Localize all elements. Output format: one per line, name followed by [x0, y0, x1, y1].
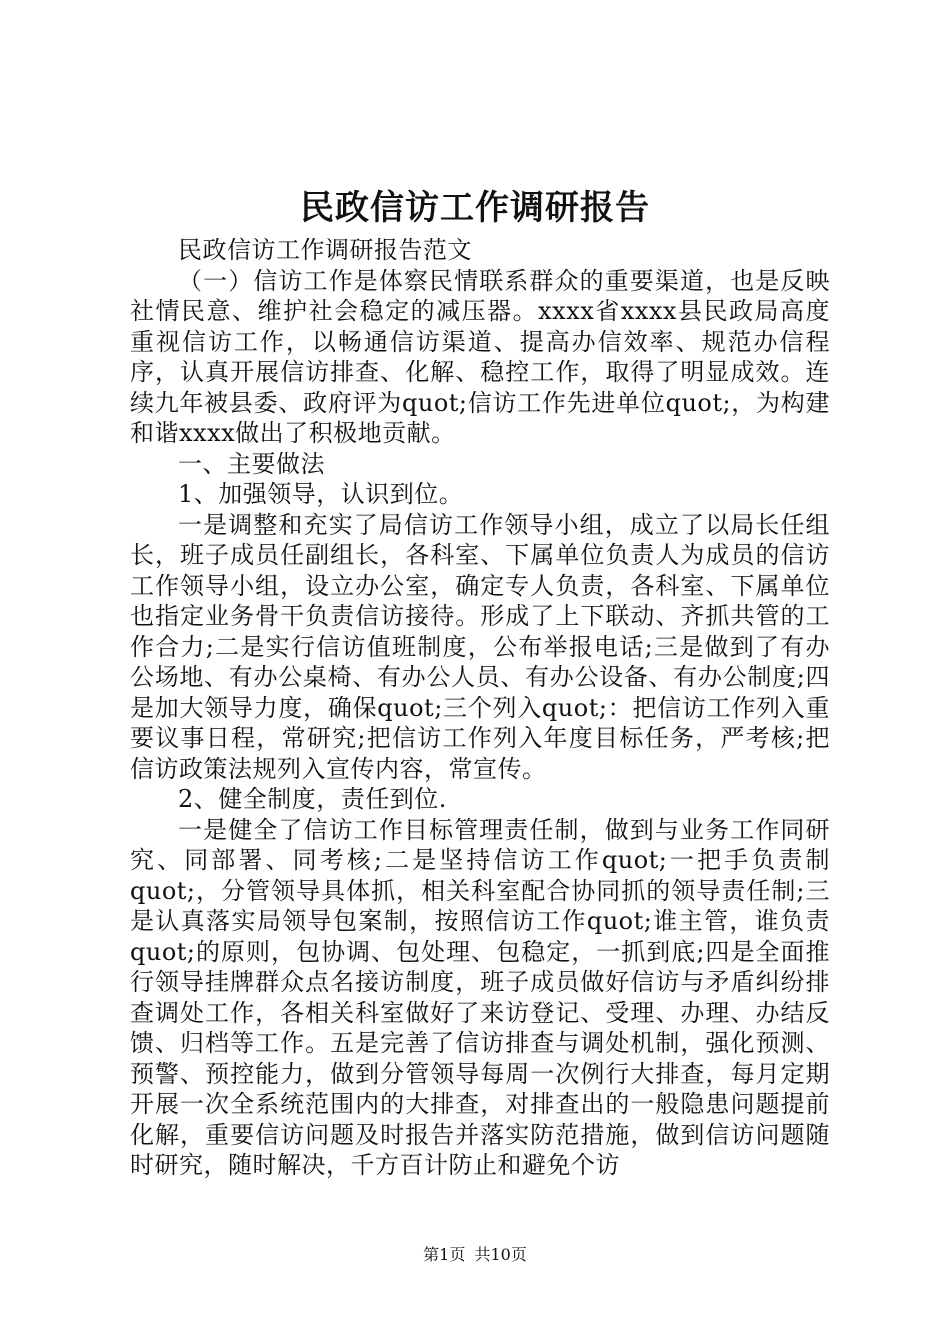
paragraph-system: 一是健全了信访工作目标管理责任制，做到与业务工作同研究、同部署、同考核;二是坚持信访工作quot;一把手负责制quot;，分管领导具体抓，相关科室配合协同抓的领导责任制;三是认真落实局领导包案制，按照信访工作quot;谁主管，谁负责quot;的原则，包协调、包处理、包稳定，一抓到底;四是全面推行领导挂牌群众点名接访制度，班子成员做好信访与矛盾纠纷排查调处工作，各相关科室做好了来访登记、受理、办理、办结反馈、归档等工作。五是完善了信访排查与调处机制，强化预测、预警、预控能力，做到分管领导每周一次例行大排查，每月定期开展一次全系统范围内的大排查，对排查出的一般隐患问题提前化解，重要信访问题及时报告并落实防范措施，做到信访问题随时研究，随时解决，千方百计防止和避免个访 [130, 815, 830, 1179]
subsection-heading-2: 2、健全制度，责任到位. [178, 785, 447, 813]
document-body [130, 235, 830, 1181]
section-heading: 一、主要做法 [178, 449, 325, 478]
page-footer [0, 1244, 950, 1266]
subsection-heading-1: 1、加强领导，认识到位。 [178, 480, 464, 508]
page-total: 共10页 [474, 1245, 527, 1264]
page-number: 第1页 [423, 1245, 466, 1264]
document-title: 民政信访工作调研报告 [300, 188, 650, 228]
paragraph-subtitle: 民政信访工作调研报告范文 [178, 236, 472, 264]
paragraph-intro: （一）信访工作是体察民情联系群众的重要渠道，也是反映社情民意、维护社会稳定的减压器。xxxx省xxxx县民政局高度重视信访工作，以畅通信访渠道、提高办信效率、规范办信程序，认真开展信访排查、化解、稳控工作，取得了明显成效。连续九年被县委、政府评为quot;信访工作先进单位quot;，为构建和谐xxxx做出了积极地贡献。 [130, 266, 830, 447]
paragraph-leadership: 一是调整和充实了局信访工作领导小组，成立了以局长任组长，班子成员任副组长，各科室、下属单位负责人为成员的信访工作领导小组，设立办公室，确定专人负责，各科室、下属单位也指定业务骨干负责信访接待。形成了上下联动、齐抓共管的工作合力;二是实行信访值班制度，公布举报电话;三是做到了有办公场地、有办公桌椅、有办公人员、有办公设备、有办公制度;四是加大领导力度，确保quot;三个列入quot;：把信访工作列入重要议事日程，常研究;把信访工作列入年度目标任务，严考核;把信访政策法规列入宣传内容，常宣传。 [130, 510, 830, 783]
